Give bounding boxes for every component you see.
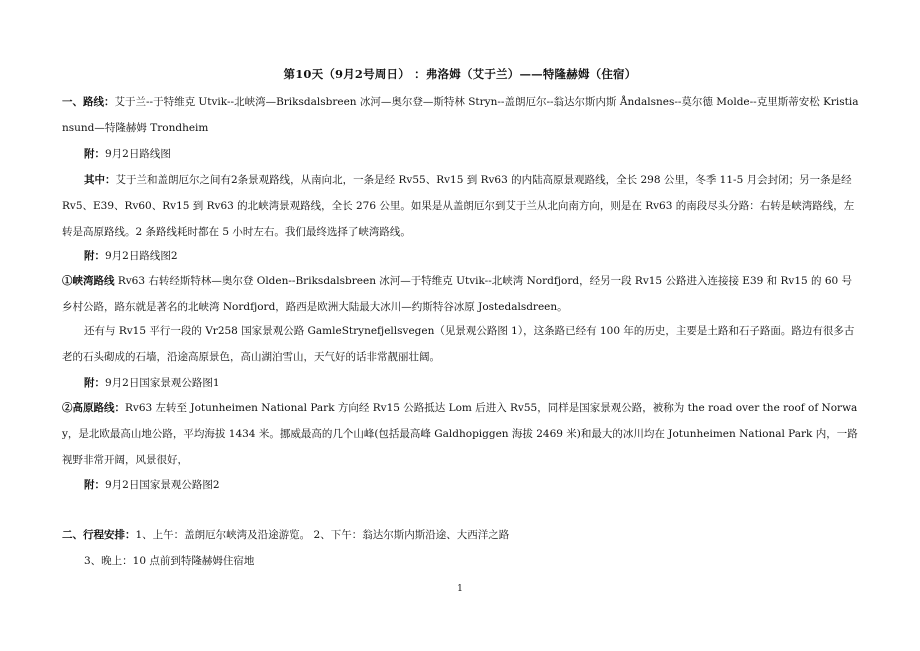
schedule-heading: 二、行程安排： [62, 529, 136, 541]
fjord-route-paragraph [62, 268, 862, 320]
attachment-2 [62, 243, 862, 269]
attachment-3-text: 9月2日国家景观公路图1 [105, 377, 220, 389]
attachment-4-text: 9月2日国家景观公路图2 [105, 479, 220, 491]
plateau-route-paragraph [62, 395, 862, 473]
evening-paragraph [62, 548, 862, 574]
attachment-1-label: 附： [84, 148, 105, 160]
attachment-2-label: 附： [84, 250, 105, 262]
page-number: 1 [457, 584, 463, 594]
route-text: 艾于兰--于特维克 Utvik--北峡湾—Briksdalsbreen 冰河—奥尔登—斯特林 Stryn--盖朗厄尔--翁达尔斯内斯 Åndalsnes--莫尔德 Molde--克里斯蒂安松 Kristiansund—特隆赫姆 Trondheim [62, 96, 859, 134]
plateau-route-text: Rv63 左转至 Jotunheimen National Park 方向经 Rv15 公路抵达 Lom 后进入 Rv55，同样是国家景观公路，被称为 the road over the roof of Norway，是北欧最高山地公路，平均海拔 1434 米。挪威最高的几个山峰(包括最高峰 Galdhopiggen 海拔 2469 米)和最大的冰川均在 Jotunheimen National Park 内，一路视野非常开阔，风景很好， [62, 402, 858, 466]
note-label: 其中： [84, 174, 116, 186]
note-text: 艾于兰和盖朗厄尔之间有2条景观路线，从南向北，一条是经 Rv55、Rv15 到 Rv63 的内陆高原景观路线，全长 298 公里，冬季 11-5 月会封闭；另一条是经 Rv5、E39、Rv60、Rv15 到 Rv63 的北峡湾景观路线，全长 276 公里。如果是从盖朗厄尔到艾于兰从北向南方向，则是在 Rv63 的南段尽头分路：右转是峡湾路线，左转是高原路线。2 条路线耗时都在 5 小时左右。我们最终选择了峡湾路线。 [62, 174, 855, 238]
schedule-paragraph [62, 522, 862, 548]
old-road-paragraph [62, 318, 862, 370]
attachment-1-text: 9月2日路线图 [105, 148, 171, 160]
note-paragraph [62, 167, 862, 245]
fjord-route-text: Rv63 右转经斯特林—奥尔登 Olden--Briksdalsbreen 冰河—于特维克 Utvik--北峡湾 Nordfjord，经另一段 Rv15 公路进入连接接 E39 和 Rv15 的 60 号乡村公路，路东就是著名的北峡湾 Nordfjord，路西是欧洲大陆最大冰川—约斯特谷冰原 Jostedalsdreen。 [62, 275, 853, 313]
page-title: 第10天（9月2号周日） ：弗洛姆（艾于兰）——特隆赫姆（住宿） [283, 67, 637, 81]
route-paragraph [62, 89, 862, 141]
fjord-route-label: ①峡湾路线 [62, 275, 115, 287]
route-heading: 一、路线： [62, 96, 115, 108]
attachment-3-label: 附： [84, 377, 105, 389]
attachment-4-label: 附： [84, 479, 105, 491]
attachment-2-text: 9月2日路线图2 [105, 250, 178, 262]
evening-text: 3、晚上：10 点前到特隆赫姆住宿地 [84, 555, 255, 567]
schedule-text: 1、上午：盖朗厄尔峡湾及沿途游览。 2、下午：翁达尔斯内斯沿途、大西洋之路 [135, 529, 510, 541]
attachment-4 [62, 472, 862, 498]
attachment-3 [62, 370, 862, 396]
attachment-1 [62, 141, 862, 167]
plateau-route-label: ②高原路线： [62, 402, 125, 414]
old-road-text: 还有与 Rv15 平行一段的 Vr258 国家景观公路 GamleStrynefjellsvegen（见景观公路图 1），这条路已经有 100 年的历史，主要是土路和石子路面。路边有很多古老的石头砌成的石墙，沿途高原景色，高山湖泊雪山，天气好的话非常靓丽壮阔。 [62, 325, 855, 363]
